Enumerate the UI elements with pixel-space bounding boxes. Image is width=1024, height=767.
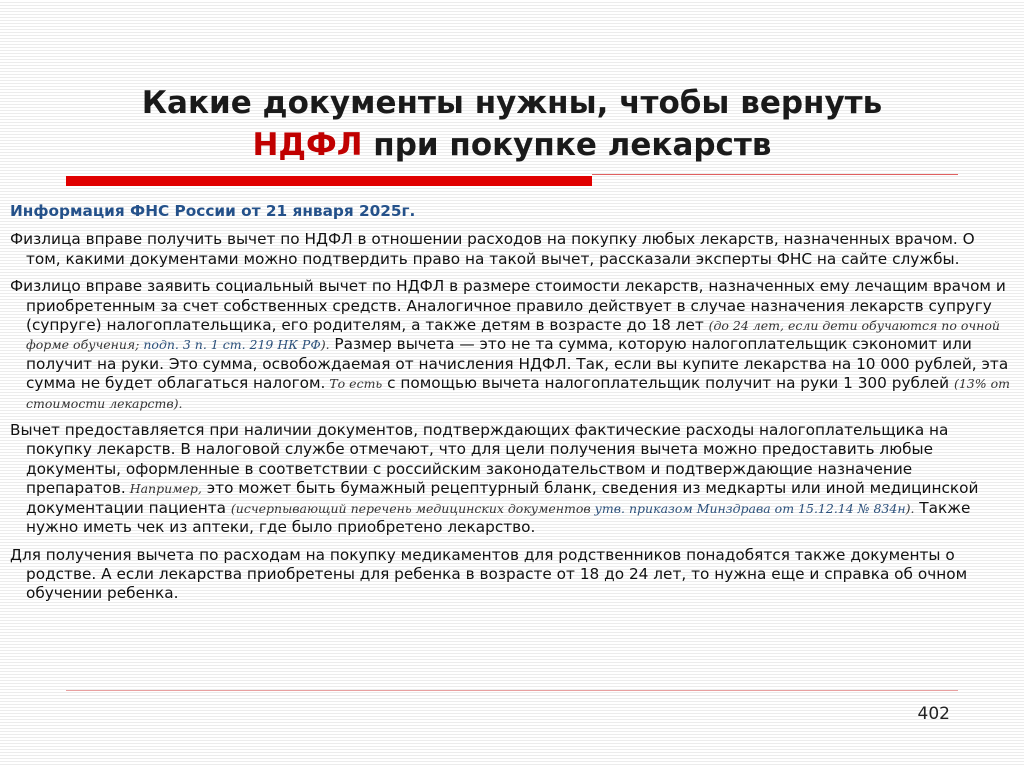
paragraph-4: Для получения вычета по расходам на покупку медикаментов для родственников понадобятся также документы о родстве. А если лекарства приобретены для ребенка в возрасте от 18 до 24 лет, то нужна еще и справка об очном обучении ребенка.	[10, 545, 968, 603]
paragraph-3	[10, 421, 1014, 537]
slide-body	[10, 202, 1014, 612]
title-line-1: Какие документы нужны, чтобы вернуть	[141, 85, 883, 121]
bottom-divider	[66, 690, 958, 691]
title-line-2	[0, 124, 1024, 166]
title-underline-thick	[66, 176, 592, 186]
p3-note-2: (исчерпывающий перечень медицинских документов	[230, 500, 591, 516]
p3-text-b: это может быть бумажный рецептурный бланк, сведения из медкарты или иной медицинской документации пациента	[26, 479, 979, 517]
p2-note-1-end: ).	[320, 337, 330, 353]
p2-text-a: Физлицо вправе заявить социальный вычет по НДФЛ в размере стоимости лекарств, назначенных ему лечащим врачом и приобретенным за счет собственных средств. Аналогичное правило действует в случае назначения лекарств супругу (супруге) налогоплательщика, его родителям, а также детям в возрасте до 18 лет	[10, 277, 1006, 335]
p3-text-c: Также нужно иметь чек из аптеки, где было приобретено лекарство.	[26, 498, 971, 537]
p3-reference-link[interactable]: утв. приказом Минздрава от 15.12.14 № 834н	[590, 500, 906, 516]
slide-title	[0, 82, 1024, 166]
p2-text-c: с помощью вычета налогоплательщик получит на руки 1 300 рублей	[382, 374, 954, 393]
p2-text-b: Размер вычета — это не та сумма, которую налогоплательщик сэкономит или получит на руки. Это сумма, освобождаемая от начисления НДФЛ. Так, если вы купите лекарства на 10 000 рублей, эта сумма не будет облагаться налогом.	[26, 335, 1009, 393]
title-underline-thin	[592, 174, 958, 175]
title-rest: при покупке лекарств	[362, 127, 772, 163]
paragraph-2	[10, 277, 1014, 413]
info-heading: Информация ФНС России от 21 января 2025г.	[10, 202, 416, 220]
p2-note-1: (до 24 лет, если дети обучаются по очной форме обучения;	[26, 318, 1000, 353]
p2-note-3: (13% от стоимости лекарств).	[26, 376, 1010, 411]
p3-text-a: Вычет предоставляется при наличии документов, подтверждающих фактические расходы налогоплательщика на покупку лекарств. В налоговой службе отмечают, что для цели получения вычета можно предоставить любые документы, оформленные в соответствии с российским законодательством и подтверждающие назначение препаратов.	[10, 421, 949, 498]
p2-reference-link[interactable]: подп. 3 п. 1 ст. 219 НК РФ	[139, 337, 321, 353]
p3-note-1: Например,	[125, 481, 202, 497]
title-accent: НДФЛ	[252, 127, 363, 163]
paragraph-1: Физлица вправе получить вычет по НДФЛ в отношении расходов на покупку любых лекарств, назначенных врачом. О том, какими документами можно подтвердить право на такой вычет, рассказали эксперты ФНС на сайте службы.	[10, 230, 975, 268]
p2-note-2: То есть	[325, 376, 383, 392]
p3-note-2-end: ).	[905, 500, 915, 516]
page-number: 402	[917, 704, 950, 724]
